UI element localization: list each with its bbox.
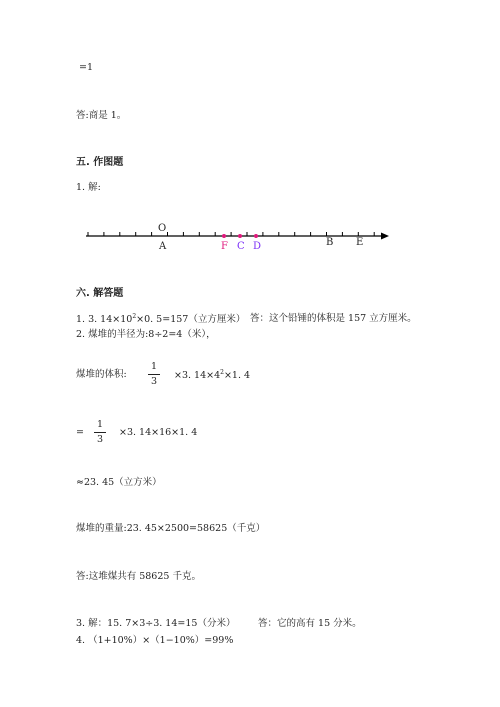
fraction-one-third-2: [94, 420, 106, 444]
exponent: 2: [220, 369, 224, 376]
label-D: D: [253, 241, 262, 252]
exponent: 2: [132, 313, 137, 320]
fraction-one-third: [148, 362, 160, 386]
volume-expression-part2: ×1. 4: [223, 370, 251, 381]
equals-sign: =: [76, 427, 84, 438]
problem-1-calc-part1: 1. 3. 14×10: [76, 314, 133, 325]
label-B: B: [326, 237, 334, 248]
question-1-solution-label: 1. 解:: [76, 182, 101, 193]
number-line-arrow: [381, 233, 389, 240]
fraction-numerator: 1: [96, 419, 104, 430]
point-D: [254, 234, 258, 238]
fraction-numerator: 1: [150, 361, 158, 372]
point-F: [222, 234, 226, 238]
problem-4-calc: 4. （1+10%）×（1−10%）=99%: [76, 635, 234, 646]
answer-quotient: 答:商是 1。: [76, 110, 127, 121]
fraction-bar: [148, 374, 160, 375]
approx-volume: ≈23. 45（立方米）: [76, 477, 162, 488]
label-A: A: [159, 241, 167, 252]
label-C: C: [237, 241, 245, 252]
label-E: E: [356, 237, 364, 248]
problem-1-calc-part2: ×0. 5=157（立方厘米）: [136, 314, 246, 325]
fraction-bar: [94, 432, 106, 433]
volume-label: 煤堆的体积:: [76, 369, 127, 380]
point-C: [238, 234, 242, 238]
section-heading-drawing: 五. 作图题: [76, 157, 124, 168]
fraction-denominator: 3: [96, 433, 104, 445]
problem-2-answer: 答:这堆煤共有 58625 千克。: [76, 571, 201, 582]
volume-expression-2: ×3. 14×16×1. 4: [119, 427, 198, 438]
volume-expression-part1: ×3. 14×4: [174, 370, 221, 381]
fraction-denominator: 3: [150, 375, 158, 387]
problem-3-calc: 3. 解：15. 7×3÷3. 14=15（分米）: [76, 618, 236, 629]
problem-1-answer: 答：这个铅锤的体积是 157 立方厘米。: [250, 313, 417, 324]
label-F: F: [221, 241, 228, 252]
problem-1-calc: [76, 314, 245, 325]
problem-2-radius: 2. 煤堆的半径为:8÷2=4（米），: [76, 329, 216, 340]
volume-expression: [174, 370, 250, 381]
weight-calc: 煤堆的重量:23. 45×2500=58625（千克）: [76, 523, 266, 534]
equation-result: =1: [79, 62, 94, 73]
label-O: O: [158, 223, 167, 234]
section-heading-problems: 六. 解答题: [76, 288, 124, 299]
problem-3-answer: 答：它的高有 15 分米。: [258, 618, 362, 629]
